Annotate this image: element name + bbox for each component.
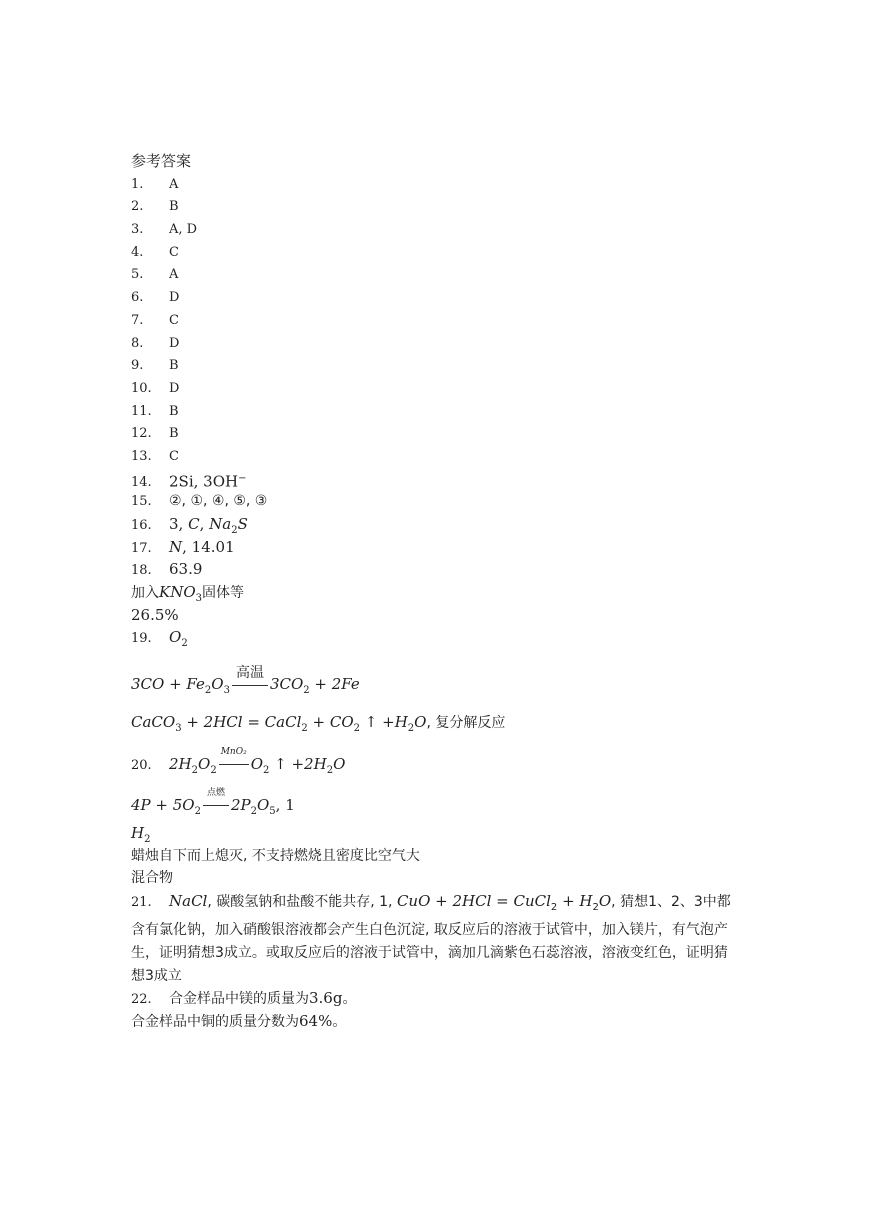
subscript: 2 (191, 764, 198, 776)
subscript: 2 (326, 764, 334, 776)
answer-16-c-tail: S (237, 515, 248, 533)
question-number: 15. (131, 494, 152, 510)
answer-18-pre: 加入 (131, 585, 159, 602)
eq-part: , 1 (275, 795, 295, 814)
subscript: 2 (407, 722, 415, 734)
answer-22-value-2: 64% (299, 1012, 333, 1031)
eq-part: 4P + 5O (131, 795, 195, 814)
answer-2 (131, 195, 741, 218)
subscript: 2 (210, 764, 217, 776)
answer-choice: A (169, 267, 179, 283)
subscript: 2 (144, 833, 151, 845)
answer-choice: B (169, 403, 179, 419)
answer-18 (131, 558, 741, 581)
answer-22-pre-2: 合金样品中铜的质量分数为 (131, 1014, 299, 1031)
question-number: 20. (131, 757, 152, 773)
answer-16-b: C (188, 515, 200, 533)
eq-part: + H (557, 891, 593, 910)
reaction-condition: MnO₂ (220, 746, 247, 757)
eq-part: O (333, 754, 346, 773)
question-number: 19. (131, 631, 152, 647)
answer-choice: C (169, 312, 179, 328)
answer-19 (131, 626, 741, 649)
answer-3 (131, 218, 741, 241)
answer-15 (131, 490, 741, 513)
answer-choice: B (169, 426, 179, 442)
answer-11 (131, 400, 741, 423)
subscript: 3 (223, 684, 230, 696)
question-number: 14. (131, 475, 152, 491)
question-number: 12. (131, 426, 152, 442)
reaction-condition: 高温 (235, 665, 264, 682)
subscript: 2 (204, 684, 212, 696)
answer-19-equation-1 (131, 649, 741, 697)
answer-22-pre: 合金样品中镁的质量为 (169, 991, 309, 1008)
answer-18-a: 63.9 (169, 560, 203, 579)
subscript: 2 (194, 805, 201, 817)
question-number: 2. (131, 199, 144, 215)
answer-18-post: 固体等 (202, 585, 245, 602)
reaction-arrow (230, 650, 270, 720)
answer-17: 17. N, 14.01 (131, 536, 741, 559)
answer-choice: D (169, 380, 180, 396)
subscript: 2 (353, 722, 361, 734)
eq-part: + 2HCl = CaCl (181, 713, 302, 732)
answer-16-a: 3 (169, 515, 179, 533)
eq-part: 2H (169, 754, 192, 773)
answer-21 (131, 890, 736, 988)
answer-choice: A, D (169, 222, 198, 238)
subscript: 5 (269, 805, 276, 817)
answer-15-text: ②, ①, ④, ⑤, ③ (169, 493, 268, 510)
subscript: 2 (303, 684, 310, 696)
answer-8 (131, 332, 741, 355)
eq-part: O (198, 754, 211, 773)
answer-14: 14. 2Si, 3OH− (131, 468, 741, 491)
question-number: 10. (131, 380, 152, 396)
answer-14-b: 3OH (203, 472, 239, 491)
eq-left-o: O (211, 675, 224, 694)
answer-choice: A (169, 176, 179, 192)
subscript: 2 (592, 901, 599, 913)
answer-5 (131, 263, 741, 286)
eq-part: O (598, 891, 612, 910)
answer-20-equation-2 (131, 772, 741, 817)
subscript: 2 (550, 901, 558, 913)
question-number: 22. (131, 992, 152, 1008)
answer-17-a: N (169, 537, 183, 556)
subscript: 2 (231, 524, 238, 536)
answer-choice: C (169, 244, 179, 260)
question-number: 3. (131, 222, 144, 238)
eq-part: CaCO (131, 713, 176, 732)
eq-part: ↑ +H (360, 713, 408, 732)
answer-choice: D (169, 335, 180, 351)
answer-9 (131, 354, 741, 377)
answer-18-line2 (131, 581, 741, 604)
subscript: 2 (250, 805, 257, 817)
subscript: 2 (301, 722, 308, 734)
eq-part: O (250, 754, 263, 773)
page-title: 参考答案 (131, 152, 192, 170)
question-number: 8. (131, 335, 144, 351)
answer-18-formula: KNO (159, 583, 196, 602)
answer-20-line-a: 蜡烛自下而上熄灭, 不支持燃烧且密度比空气大 (131, 847, 420, 864)
question-number: 4. (131, 244, 144, 260)
question-number: 13. (131, 448, 152, 464)
eq-part: O (256, 795, 270, 814)
answer-4 (131, 241, 741, 264)
question-number: 6. (131, 290, 144, 306)
question-number: 7. (131, 312, 144, 328)
question-number: 18. (131, 563, 152, 579)
answer-22-value: 3.6g (309, 989, 343, 1008)
eq-part: CuO + 2HCl = CuCl (396, 891, 551, 910)
answer-20-line-b: 混合物 (131, 870, 173, 887)
answer-13 (131, 445, 741, 468)
answer-16-c: Na (209, 515, 232, 533)
answer-12 (131, 422, 741, 445)
eq-part: O (414, 713, 427, 732)
eq-right-tail: + 2Fe (309, 675, 360, 694)
answer-19-a: O (169, 628, 182, 647)
answer-22 (131, 987, 741, 1010)
eq-part: H (131, 823, 145, 842)
answer-14-a: 2Si (169, 472, 194, 491)
answer-sheet (131, 150, 741, 1033)
answer-choice: B (169, 358, 179, 374)
answer-18-line3 (131, 604, 741, 627)
eq-part: ↑ +2H (269, 754, 327, 773)
question-number: 9. (131, 358, 144, 374)
answer-22-post: 。 (342, 991, 357, 1008)
subscript: 2 (263, 764, 270, 776)
subscript: 3 (175, 722, 182, 734)
eq-part: NaCl (169, 891, 208, 910)
eq-part: 2P (230, 795, 251, 814)
question-number: 17. (131, 540, 152, 556)
answer-6 (131, 286, 741, 309)
answer-1 (131, 173, 741, 196)
answer-17-b: 14.01 (191, 537, 235, 556)
question-number: 11. (131, 403, 152, 419)
question-number: 5. (131, 267, 144, 283)
answer-22-line2 (131, 1010, 741, 1033)
answer-16: 16. 3, C, $Na_2S$ (131, 515, 248, 536)
answer-choice: C (169, 448, 179, 464)
eq-part: + CO (307, 713, 354, 732)
subscript: 3 (195, 592, 203, 604)
answer-18-percent: 26.5% (131, 605, 179, 624)
question-number: 21. (131, 894, 152, 910)
answer-21-text-1: , 碳酸氢钠和盐酸不能共存, 1, (207, 893, 397, 910)
answer-14-b-sup: − (238, 472, 247, 484)
answer-21-text-2: , 猜想1、2、3中都含有氯化钠，加入硝酸银溶液都会产生白色沉淀, 取反应后的溶液于试管中，加入镁片，有气泡产生，证明猜想3成立。或取反应后的溶液于试管中，滴加几滴紫色石蕊溶液，溶液变红色，证明猜想3成立 (131, 893, 731, 984)
answer-list (131, 173, 741, 468)
reaction-condition: 点燃 (206, 787, 225, 798)
answer-choice: B (169, 199, 179, 215)
answer-22-post-2: 。 (332, 1014, 347, 1031)
answer-choice: D (169, 290, 180, 306)
reaction-type: , 复分解反应 (426, 715, 506, 732)
question-number: 16. (131, 518, 152, 533)
answer-10 (131, 377, 741, 400)
subscript: 2 (181, 638, 188, 650)
eq-right: 3CO (269, 675, 304, 694)
question-number: 1. (131, 176, 144, 192)
reaction-arrow (201, 773, 231, 839)
answer-7 (131, 309, 741, 332)
eq-left: 3CO + Fe (131, 675, 205, 694)
